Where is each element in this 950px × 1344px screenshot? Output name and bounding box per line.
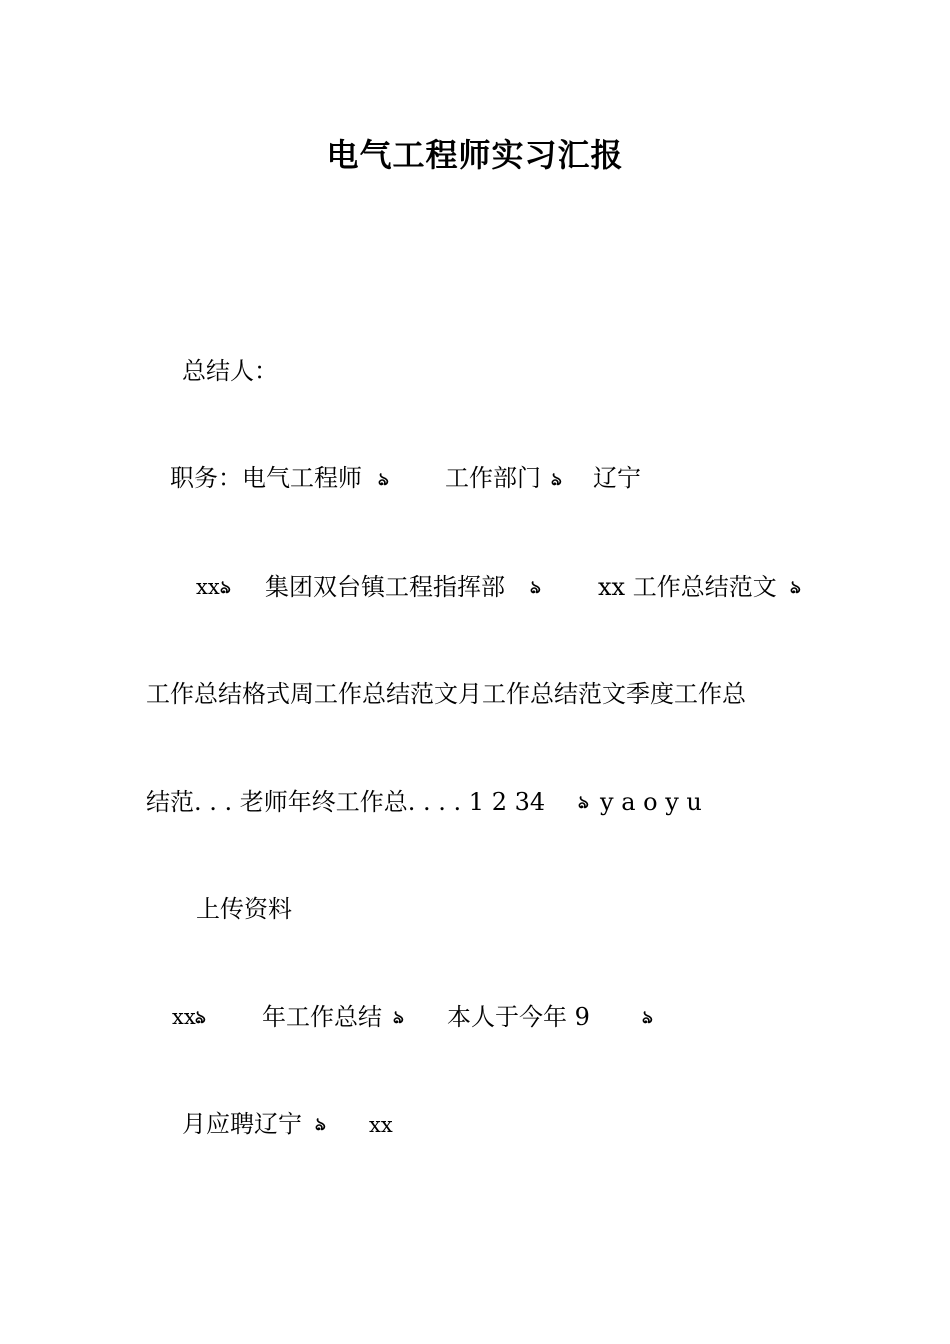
bullet-glyph-icon: ঌ	[220, 577, 231, 598]
bullet-glyph-icon: ঌ	[378, 469, 389, 490]
bullet-glyph-icon: ঌ	[551, 469, 562, 490]
location-text: 辽宁	[593, 464, 641, 492]
bullet-glyph-icon: ঌ	[790, 577, 801, 598]
department-text: 工作部门	[445, 464, 541, 492]
upload-label: 上传资料	[196, 895, 292, 923]
annual-summary-text: 年工作总结	[262, 1003, 382, 1031]
company-text: 集团双台镇工程指挥部	[265, 573, 505, 601]
document-title: 电气工程师实习汇报	[326, 136, 624, 174]
summary-author-label: 总结人：	[182, 357, 278, 385]
bullet-glyph-icon: ঌ	[315, 1114, 326, 1135]
watermark-text: y a o y u	[600, 788, 702, 816]
position-text: 职务：电气工程师	[170, 464, 362, 492]
company-placeholder-text: xx	[369, 1113, 393, 1137]
bullet-glyph-icon: ঌ	[578, 792, 589, 813]
bullet-glyph-icon: ঌ	[642, 1007, 653, 1028]
body-text-line: 月应聘辽宁	[182, 1110, 302, 1138]
sample-text: xx 工作总结范文	[598, 573, 777, 601]
body-text-line: 结范. . . 老师年终工作总. . . . 1 2 34	[146, 788, 546, 816]
year-prefix-text: xx	[172, 1005, 196, 1029]
bullet-glyph-icon: ঌ	[393, 1007, 404, 1028]
intro-text: 本人于今年 9	[447, 1003, 590, 1031]
body-text-line: 工作总结格式周工作总结范文月工作总结范文季度工作总	[146, 680, 746, 708]
bullet-glyph-icon: ঌ	[530, 577, 541, 598]
company-prefix-text: xx	[196, 575, 220, 599]
bullet-glyph-icon: ঌ	[195, 1007, 206, 1028]
